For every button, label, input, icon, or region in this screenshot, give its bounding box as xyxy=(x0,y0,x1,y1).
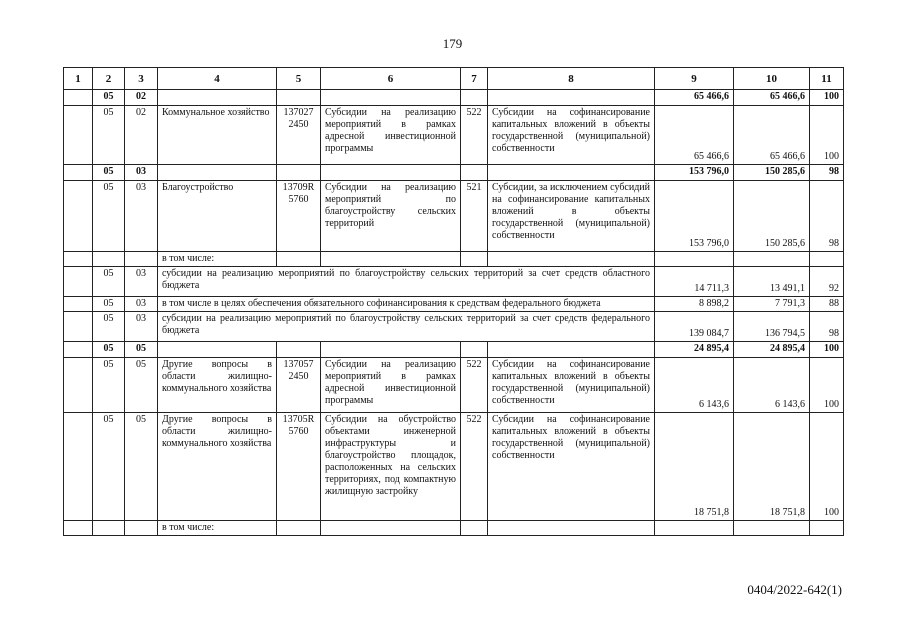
cell-target-code: 13705R 5760 xyxy=(277,413,321,521)
cell-purpose: Субсидии на реализацию мероприятий в рамках адресной инвестиционной программы xyxy=(321,106,461,165)
label-row xyxy=(64,252,844,267)
cell-subsection-code: 05 xyxy=(125,413,158,521)
cell-merged-text: субсидии на реализацию мероприятий по благоустройству сельских территорий за счет средств областного бюджета xyxy=(158,267,655,297)
cell-executed: 136 794,5 xyxy=(734,312,810,342)
cell-percent: 100 xyxy=(810,413,844,521)
cell-percent: 100 xyxy=(810,106,844,165)
cell-target-code: 13709R 5760 xyxy=(277,181,321,252)
document-code: 0404/2022-642(1) xyxy=(747,582,842,597)
merged-row xyxy=(64,267,844,297)
cell-target-code: 137027 2450 xyxy=(277,106,321,165)
cell-percent: 100 xyxy=(810,358,844,413)
cell-percent: 100 xyxy=(810,342,844,358)
cell-expense-type: 521 xyxy=(461,181,488,252)
cell-name: Благоустройство xyxy=(158,181,277,252)
cell-planned: 24 895,4 xyxy=(655,342,734,358)
cell-section-code: 05 xyxy=(93,267,125,297)
cell-executed: 7 791,3 xyxy=(734,297,810,312)
cell-planned: 14 711,3 xyxy=(655,267,734,297)
detail-row xyxy=(64,106,844,165)
cell-name: Другие вопросы в области жилищно-коммунального хозяйства xyxy=(158,358,277,413)
cell-empty xyxy=(64,90,93,106)
col-header-9: 9 xyxy=(655,68,734,90)
cell-subsection-code: 03 xyxy=(125,312,158,342)
col-header-4: 4 xyxy=(158,68,277,90)
cell-purpose: Субсидии на обустройство объектами инженерной инфраструктуры и благоустройство площадок, расположенных на сельских территориях, под компактную жилищную застройку xyxy=(321,413,461,521)
cell-subsection-code: 02 xyxy=(125,90,158,106)
cell-subsection-code: 05 xyxy=(125,358,158,413)
cell-purpose: Субсидии на реализацию мероприятий по благоустройству сельских территорий xyxy=(321,181,461,252)
detail-row xyxy=(64,181,844,252)
cell-planned: 65 466,6 xyxy=(655,106,734,165)
merged-row xyxy=(64,297,844,312)
cell-percent: 92 xyxy=(810,267,844,297)
cell-section-code: 05 xyxy=(93,106,125,165)
col-header-10: 10 xyxy=(734,68,810,90)
cell-expense-type-name: Субсидии на софинансирование капитальных вложений в объекты государственной (муниципальной) собственности xyxy=(488,106,655,165)
col-header-5: 5 xyxy=(277,68,321,90)
cell-expense-type-name: Субсидии на софинансирование капитальных вложений в объекты государственной (муниципальной) собственности xyxy=(488,358,655,413)
cell-executed: 65 466,6 xyxy=(734,90,810,106)
cell-executed: 13 491,1 xyxy=(734,267,810,297)
cell-planned: 6 143,6 xyxy=(655,358,734,413)
merged-row xyxy=(64,312,844,342)
cell-label: в том числе: xyxy=(158,521,277,536)
cell-subsection-code: 03 xyxy=(125,267,158,297)
cell-percent: 98 xyxy=(810,312,844,342)
cell-percent: 98 xyxy=(810,165,844,181)
col-header-8: 8 xyxy=(488,68,655,90)
section-row xyxy=(64,342,844,358)
cell-expense-type: 522 xyxy=(461,413,488,521)
cell-expense-type-name: Субсидии на софинансирование капитальных вложений в объекты государственной (муниципальной) собственности xyxy=(488,413,655,521)
cell-section-code: 05 xyxy=(93,413,125,521)
cell-section-code: 05 xyxy=(93,358,125,413)
cell-name: Коммунальное хозяйство xyxy=(158,106,277,165)
col-header-3: 3 xyxy=(125,68,158,90)
cell-planned: 8 898,2 xyxy=(655,297,734,312)
cell-planned: 18 751,8 xyxy=(655,413,734,521)
cell-section-code: 05 xyxy=(93,90,125,106)
cell-expense-type-name: Субсидии, за исключением субсидий на софинансирование капитальных вложений в объекты государственной (муниципальной) собственности xyxy=(488,181,655,252)
cell-planned: 139 084,7 xyxy=(655,312,734,342)
header-row xyxy=(64,68,844,90)
cell-percent: 88 xyxy=(810,297,844,312)
detail-row xyxy=(64,413,844,521)
col-header-11: 11 xyxy=(810,68,844,90)
section-row xyxy=(64,165,844,181)
cell-section-code: 05 xyxy=(93,181,125,252)
cell-target-code: 137057 2450 xyxy=(277,358,321,413)
cell-merged-text: в том числе в целях обеспечения обязательного софинансирования к средствам федерального бюджета xyxy=(158,297,655,312)
col-header-2: 2 xyxy=(93,68,125,90)
detail-row xyxy=(64,358,844,413)
cell-executed: 150 285,6 xyxy=(734,181,810,252)
cell-purpose: Субсидии на реализацию мероприятий в рамках адресной инвестиционной программы xyxy=(321,358,461,413)
cell-subsection-code: 03 xyxy=(125,181,158,252)
section-row xyxy=(64,90,844,106)
col-header-7: 7 xyxy=(461,68,488,90)
cell-planned: 153 796,0 xyxy=(655,165,734,181)
cell-expense-type: 522 xyxy=(461,358,488,413)
col-header-1: 1 xyxy=(64,68,93,90)
cell-subsection-code: 05 xyxy=(125,342,158,358)
cell-executed: 65 466,6 xyxy=(734,106,810,165)
cell-subsection-code: 02 xyxy=(125,106,158,165)
cell-subsection-code: 03 xyxy=(125,165,158,181)
col-header-6: 6 xyxy=(321,68,461,90)
cell-merged-text: субсидии на реализацию мероприятий по благоустройству сельских территорий за счет средств федерального бюджета xyxy=(158,312,655,342)
cell-executed: 24 895,4 xyxy=(734,342,810,358)
cell-planned: 65 466,6 xyxy=(655,90,734,106)
page-number: 179 xyxy=(442,36,463,51)
cell-percent: 98 xyxy=(810,181,844,252)
cell-section-code: 05 xyxy=(93,165,125,181)
cell-executed: 18 751,8 xyxy=(734,413,810,521)
cell-percent: 100 xyxy=(810,90,844,106)
cell-section-code: 05 xyxy=(93,312,125,342)
cell-executed: 6 143,6 xyxy=(734,358,810,413)
budget-table xyxy=(63,67,844,536)
label-row xyxy=(64,521,844,536)
cell-label: в том числе: xyxy=(158,252,277,267)
cell-name: Другие вопросы в области жилищно-коммунального хозяйства xyxy=(158,413,277,521)
cell-subsection-code: 03 xyxy=(125,297,158,312)
cell-planned: 153 796,0 xyxy=(655,181,734,252)
cell-section-code: 05 xyxy=(93,297,125,312)
cell-executed: 150 285,6 xyxy=(734,165,810,181)
cell-expense-type: 522 xyxy=(461,106,488,165)
cell-section-code: 05 xyxy=(93,342,125,358)
